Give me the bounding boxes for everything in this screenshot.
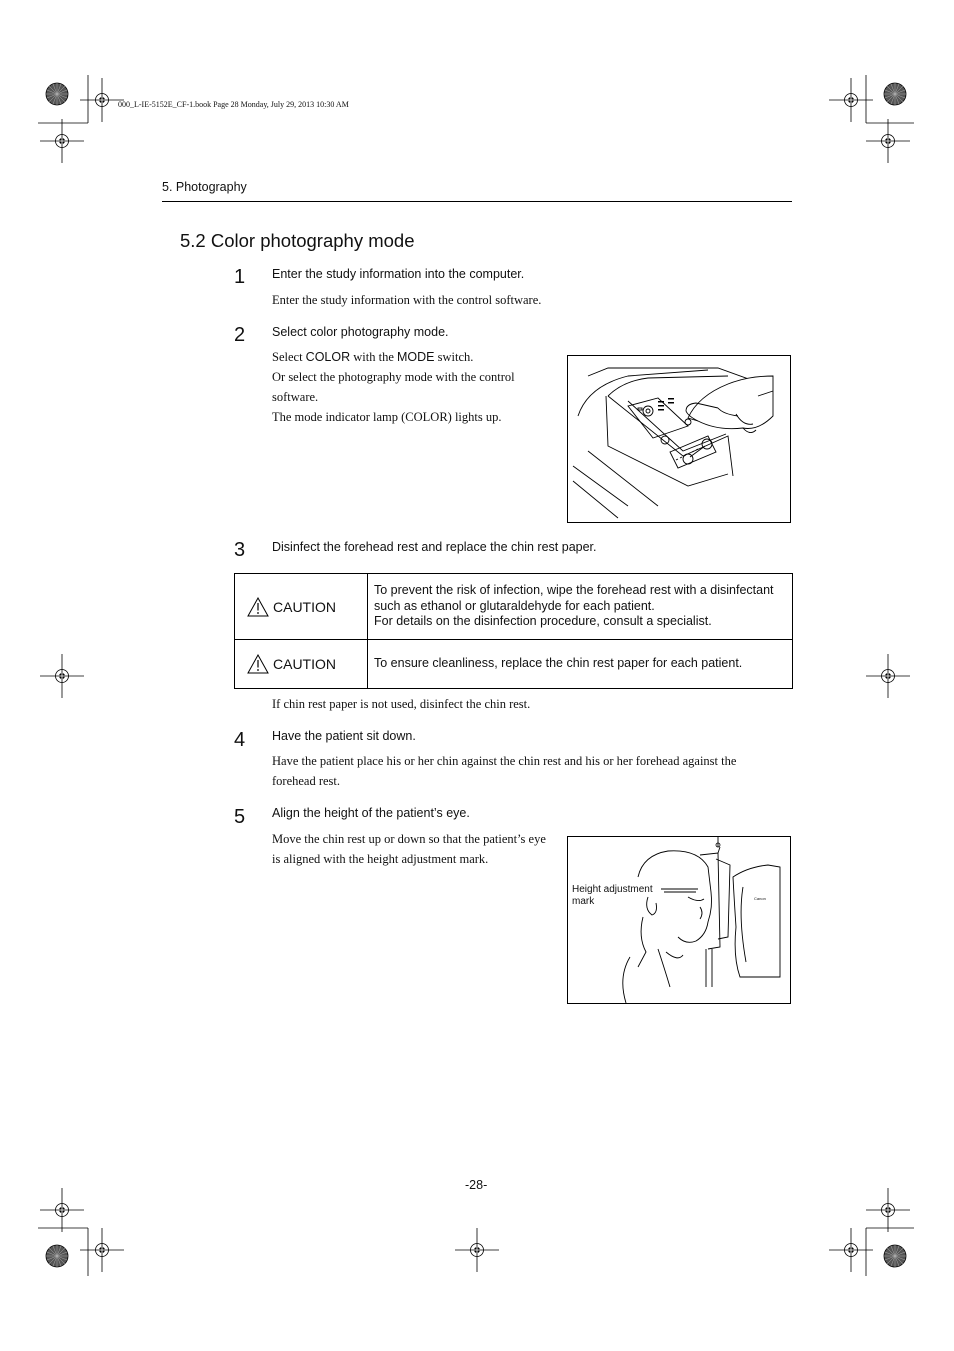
- caution-line: For details on the disinfection procedure, consult a specialist.: [374, 614, 712, 629]
- page-number: -28-: [465, 1178, 488, 1192]
- warning-triangle-icon: [247, 654, 269, 674]
- caution-label: CAUTION: [273, 598, 336, 615]
- step-body-line: The mode indicator lamp (COLOR) lights up.: [272, 410, 502, 424]
- header-rule: [162, 201, 792, 202]
- step-number: 3: [234, 539, 246, 561]
- step-body-line: Or select the photography mode with the control: [272, 370, 515, 384]
- brand-mark: Canon: [754, 896, 766, 901]
- step-heading: Enter the study information into the computer.: [272, 267, 525, 281]
- caution-label: CAUTION: [273, 656, 336, 672]
- print-meta: 000_L-IE-5152E_CF-1.book Page 28 Monday, July 29, 2013 10:30 AM: [118, 100, 349, 109]
- step-heading: Have the patient sit down.: [272, 729, 416, 743]
- caution-label-cell: [235, 640, 368, 689]
- step-number: 1: [234, 266, 246, 288]
- section-title: 5.2 Color photography mode: [180, 230, 415, 251]
- caution-row: [235, 574, 793, 640]
- step-body: [272, 751, 736, 791]
- caution-text: [368, 640, 793, 689]
- step-body-line: Move the chin rest up or down so that the patient’s eye: [272, 832, 546, 846]
- step-heading: Disinfect the forehead rest and replace the chin rest paper.: [272, 540, 597, 554]
- step-body-line: Select COLOR with the MODE switch.: [272, 350, 474, 364]
- mode-switch-illustration: [567, 355, 791, 523]
- caution-line: To prevent the risk of infection, wipe the forehead rest with a disinfectant: [374, 583, 774, 598]
- caution-row: [235, 640, 793, 689]
- caution-label-cell: [235, 574, 368, 640]
- step-number: 5: [234, 806, 246, 828]
- step-body: [272, 347, 515, 427]
- caution-line: such as ethanol or glutaraldehyde for each patient.: [374, 598, 655, 613]
- step-number: 4: [234, 729, 246, 751]
- step-heading: Align the height of the patient’s eye.: [272, 806, 470, 820]
- chapter-header: 5. Photography: [162, 180, 247, 194]
- height-adjustment-illustration: [567, 836, 791, 1004]
- step-note: If chin rest paper is not used, disinfect the chin rest.: [272, 697, 531, 711]
- warning-triangle-icon: [247, 597, 269, 617]
- step-body-line: is aligned with the height adjustment mark.: [272, 852, 489, 866]
- figure-callout-label: Height adjustment mark: [572, 884, 653, 907]
- caution-table: [234, 573, 793, 689]
- step-body-line: Have the patient place his or her chin against the chin rest and his or her forehead against the: [272, 754, 737, 768]
- caution-text: [368, 574, 793, 640]
- step-number: 2: [234, 324, 246, 346]
- step-heading: Select color photography mode.: [272, 325, 449, 339]
- step-body: [272, 829, 546, 869]
- caution-line: To ensure cleanliness, replace the chin rest paper for each patient.: [374, 656, 743, 671]
- step-body-line: forehead rest.: [272, 774, 341, 788]
- step-body: Enter the study information with the control software.: [272, 293, 542, 307]
- step-body-line: software.: [272, 390, 319, 404]
